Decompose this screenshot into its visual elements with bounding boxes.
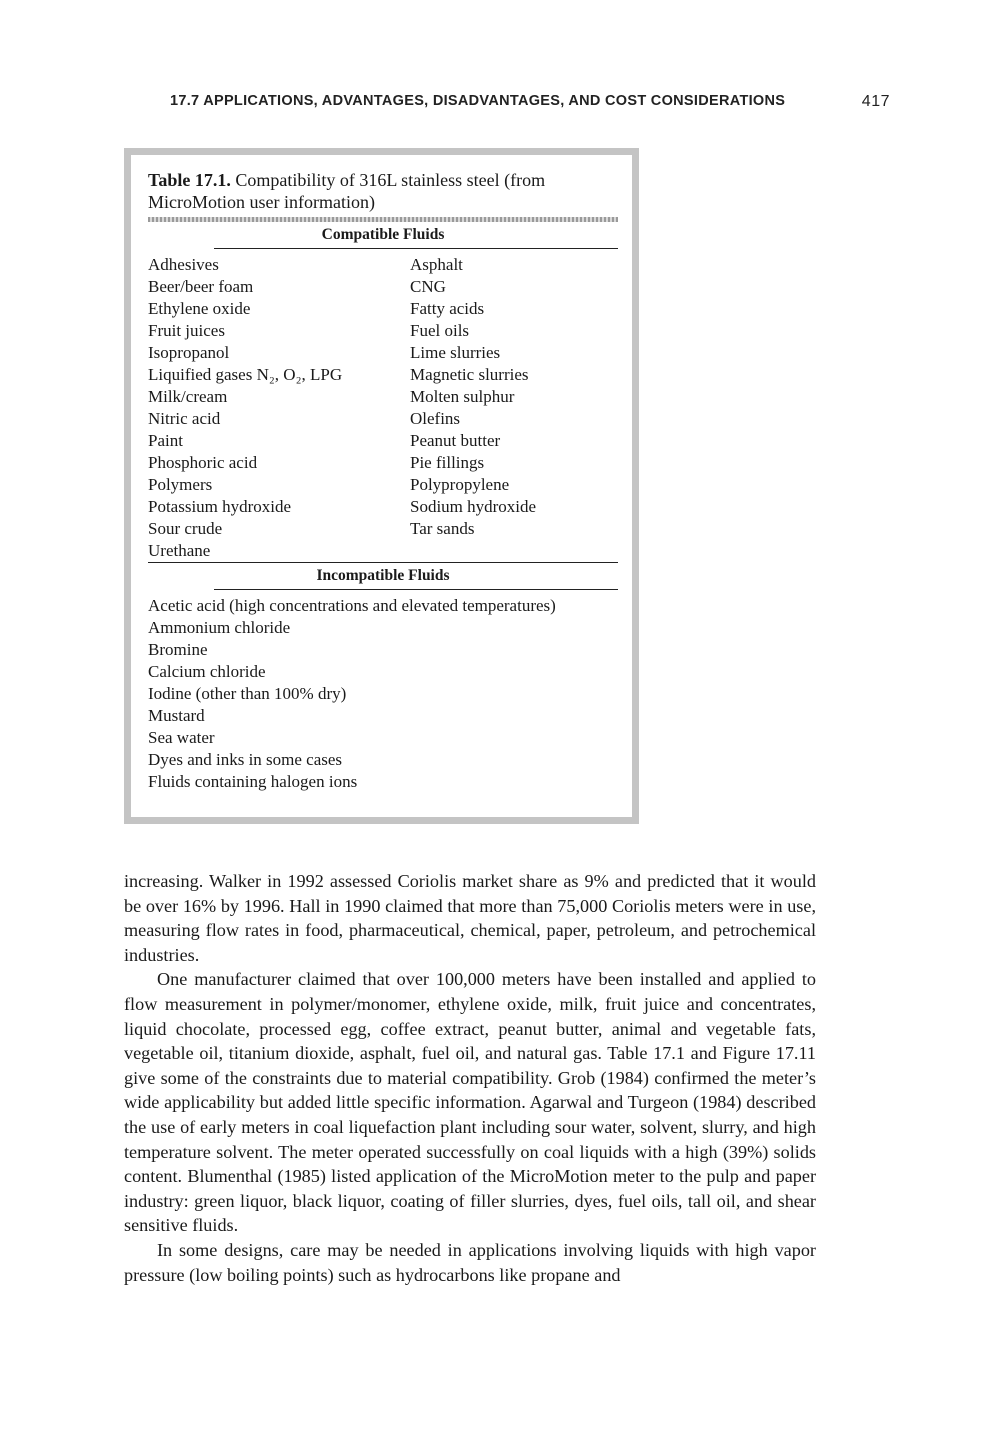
running-header xyxy=(170,93,890,109)
list-item: Milk/cream xyxy=(148,387,228,406)
list-item: Mustard xyxy=(148,706,205,725)
body-text xyxy=(124,869,816,1287)
list-item: Asphalt xyxy=(410,255,463,274)
paragraph: In some designs, care may be needed in applications involving liquids with high vapor pressure (low boiling points) such as hydrocarbons like propane and xyxy=(124,1239,816,1285)
list-item: Paint xyxy=(148,431,183,450)
list-item: Sour crude xyxy=(148,519,223,538)
section-title: 17.7 APPLICATIONS, ADVANTAGES, DISADVANTAGES, AND COST CONSIDERATIONS xyxy=(170,93,786,109)
list-item: Iodine (other than 100% dry) xyxy=(148,684,347,703)
compatible-column-right xyxy=(410,254,536,562)
list-item: Acetic acid (high concentrations and elevated temperatures) xyxy=(148,596,556,615)
list-item: Polypropylene xyxy=(410,475,510,494)
list-item: Beer/beer foam xyxy=(148,277,254,296)
list-item: Ammonium chloride xyxy=(148,618,291,637)
list-item: Molten sulphur xyxy=(410,387,515,406)
list-item: Sea water xyxy=(148,728,215,747)
list-item: Nitric acid xyxy=(148,409,221,428)
caption-rule xyxy=(148,217,618,222)
incompatible-heading-rule xyxy=(214,589,618,590)
table-caption xyxy=(148,169,618,213)
list-item: Isopropanol xyxy=(148,343,230,362)
incompatible-heading: Incompatible Fluids xyxy=(316,567,450,584)
table-17-1 xyxy=(124,148,639,824)
list-item: Sodium hydroxide xyxy=(410,497,537,516)
table-caption-text: Compatibility of 316L stainless steel (from MicroMotion user information) xyxy=(148,170,546,212)
list-item: Peanut butter xyxy=(410,431,501,450)
list-item: CNG xyxy=(410,277,446,296)
table-content xyxy=(148,169,618,793)
list-item: Pie fillings xyxy=(410,453,485,472)
list-item: Polymers xyxy=(148,475,213,494)
paragraph: increasing. Walker in 1992 assessed Coriolis market share as 9% and predicted that it would be over 16% by 1996. Hall in 1990 claimed that more than 75,000 Coriolis meters were in use, measuring flow rates in food, pharmaceutical, chemical, paper, petroleum, and petrochemical industries. xyxy=(124,871,816,965)
list-item: Adhesives xyxy=(148,255,219,274)
list-item: Phosphoric acid xyxy=(148,453,258,472)
list-item: Fruit juices xyxy=(148,321,225,340)
list-item: Calcium chloride xyxy=(148,662,266,681)
list-item: Olefins xyxy=(410,409,461,428)
compatible-heading: Compatible Fluids xyxy=(321,226,445,243)
section-divider-rule xyxy=(148,562,618,563)
list-item: Fluids containing halogen ions xyxy=(148,772,358,791)
list-item: Liquified gases N₂, O₂, LPG xyxy=(148,365,343,384)
paragraph: One manufacturer claimed that over 100,000 meters have been installed and applied to flow measurement in polymer/monomer, ethylene oxide, milk, fruit juice and concentrates, liquid chocolate, processed egg, coffee extract, peanut butter, animal and vegetable fats, vegetable oil, titanium dioxide, asphalt, fuel oil, and natural gas. Table 17.1 and Figure 17.11 give some of the constraints due to material compatibility. Grob (1984) confirmed the meter’s wide applicability but added little specific information. Agarwal and Turgeon (1984) described the use of early meters in coal liquefaction plant including sour water, solvent, slurry, and high temperature solvent. The meter operated successfully on coal liquids with a high (39%) solids content. Blumenthal (1985) listed application of the MicroMotion meter to the pulp and paper industry: green liquor, black liquor, coating of filler slurries, dyes, fuel oils, tall oil, and shear sensitive fluids. xyxy=(124,969,816,1236)
list-item: Bromine xyxy=(148,640,208,659)
list-item: Ethylene oxide xyxy=(148,299,251,318)
list-item: Magnetic slurries xyxy=(410,365,529,384)
list-item: Potassium hydroxide xyxy=(148,497,292,516)
compatible-column-left xyxy=(148,254,410,562)
list-item: Fatty acids xyxy=(410,299,485,318)
compatible-fluids-list xyxy=(148,254,618,562)
list-item: Tar sands xyxy=(410,519,475,538)
list-item: Urethane xyxy=(148,541,211,560)
compatible-heading-rule xyxy=(214,248,618,249)
list-item: Lime slurries xyxy=(410,343,501,362)
list-item: Dyes and inks in some cases xyxy=(148,750,343,769)
list-item: Fuel oils xyxy=(410,321,470,340)
page-number: 417 xyxy=(861,93,890,110)
table-label: Table 17.1. xyxy=(148,170,231,190)
incompatible-fluids-list xyxy=(148,595,618,793)
